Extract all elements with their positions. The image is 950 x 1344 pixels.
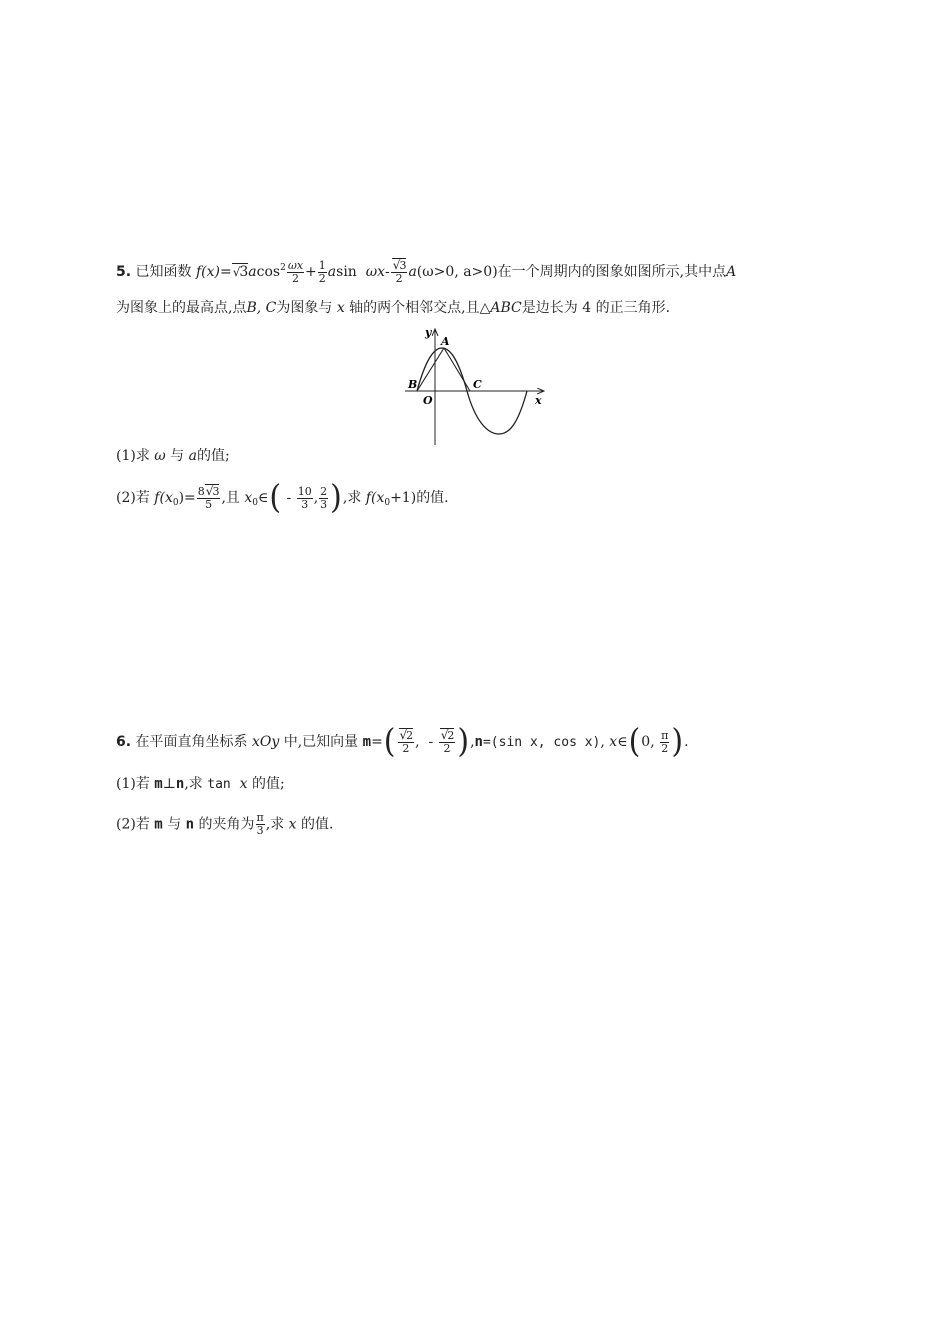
q5-line2d: 是边长为 4 的正三角形. — [521, 300, 671, 316]
q6-frac-pi — [660, 730, 669, 755]
q6-neg: - — [428, 734, 434, 750]
q6-sub2-x: x — [288, 816, 297, 833]
q5-line2c: 轴的两个相邻交点,且△ — [349, 300, 491, 316]
q5-sub2-plus1: +1) — [390, 490, 417, 506]
q6-sub2-m: m — [154, 816, 163, 833]
q6-comma: , — [415, 734, 420, 750]
q6-eq: = — [371, 734, 383, 750]
q6-sep: , — [470, 734, 475, 750]
q5-sub2-frac — [197, 485, 221, 511]
q5-fx: f(x) — [195, 264, 220, 280]
q6-sub2-frac-num: π — [256, 811, 264, 824]
q5-frac-sqrt3-den: 2 — [395, 272, 403, 285]
q6-rparen: ) — [457, 722, 470, 761]
q6-frac-b-den: 2 — [443, 742, 451, 755]
q6-rparen2: ) — [671, 722, 684, 761]
q6-frac-pi-num: π — [661, 728, 669, 742]
q6-xoy: xOy — [251, 734, 280, 750]
q6-sub2-end: 的值. — [301, 816, 334, 833]
q6-perp: ⊥ — [162, 776, 176, 792]
q5-sub2-rparen: ) — [330, 478, 342, 517]
q6-sub2-frac-den: 3 — [256, 824, 264, 837]
q6-line-1 — [116, 722, 689, 761]
q6-sub1-ask: ,求 — [184, 776, 203, 792]
q6-lparen2: ( — [628, 722, 641, 761]
q5-sub2-den: 5 — [205, 498, 213, 511]
q5-a-cos: a — [248, 264, 257, 280]
point-c-label: C — [473, 378, 482, 391]
q5-sq: 2 — [280, 263, 286, 273]
q5-line2-text: 为图象上的最高点,点 — [116, 300, 247, 316]
q6-zero: 0, — [641, 734, 655, 750]
q6-sub2-with: 与 — [167, 816, 182, 833]
q6-intro: 在平面直角坐标系 — [135, 734, 248, 750]
q5-sub2-f: f(x — [365, 490, 385, 506]
q5-sub1-a: a — [188, 448, 197, 464]
q5-sub2-x0: x — [244, 490, 253, 506]
q5-plus: + — [305, 264, 317, 280]
q5-sub2-x0-sub: 0 — [172, 498, 179, 508]
q6-in: ∈ — [617, 734, 628, 750]
q5-cos: cos — [256, 264, 281, 280]
q5-sub2-fx0: f(x — [154, 490, 173, 506]
q5-tail-a: a — [408, 264, 417, 280]
q5-xvar: x — [336, 300, 345, 316]
q6-sub2-n: n — [185, 816, 195, 833]
q6-frac-a — [398, 729, 415, 755]
q5-frac-sqrt3-num: √ 3 — [392, 258, 407, 272]
q5-sub2-f1-den: 3 — [301, 497, 309, 511]
q6-frac-a-den: 2 — [402, 742, 410, 755]
q6-frac-a-num: √ 2 — [399, 728, 414, 742]
q6-frac-b — [439, 729, 456, 755]
q5-sub2-f2-num: 2 — [320, 484, 328, 498]
q5-sub2-f2-den: 3 — [320, 497, 328, 511]
q6-tan: tan — [207, 777, 231, 792]
q5-sub2-comma: , — [313, 490, 319, 506]
q6-lparen: ( — [383, 722, 396, 761]
q6-sub2-angle: 的夹角为 — [198, 816, 255, 833]
q6-sub1-x: x — [239, 776, 248, 792]
q6-sub1-end: 的值; — [252, 776, 285, 792]
q5-sub2-lparen: ( — [269, 478, 282, 517]
q5-cond: (ω>0, a>0) — [416, 264, 498, 280]
q5-frac-half-num: 1 — [318, 258, 326, 272]
point-b-label: B — [408, 378, 418, 391]
q5-sub1-and: 与 — [170, 448, 185, 464]
q6-n: n — [474, 734, 483, 750]
q5-sub2-frac2 — [319, 486, 328, 511]
q5-sub2-close: ) — [178, 490, 185, 506]
q5-sub2-x0-sub2: 0 — [252, 498, 258, 508]
q5-sub2-end: 的值. — [416, 490, 449, 506]
q5-sub2-label: (2)若 — [116, 490, 150, 506]
q5-point-a: A — [726, 264, 737, 280]
q6-mid: 中,已知向量 — [283, 734, 359, 750]
q5-sin: sin — [336, 264, 357, 280]
q5-line2b: 为图象与 — [276, 300, 333, 316]
q5-sub2-eq: = — [184, 490, 196, 506]
q5-frac-half — [318, 260, 327, 285]
q5-sub-2 — [116, 478, 449, 517]
q6-sep2: , — [600, 734, 605, 750]
q6-sub2-frac — [256, 812, 265, 837]
q5-sqrt3: √ 3 — [232, 263, 249, 280]
x-label: x — [535, 394, 542, 407]
q6-n-val: =(sin x, cos x) — [482, 735, 601, 750]
q5-line-1 — [116, 258, 736, 285]
q5-sub2-frac1 — [297, 486, 313, 511]
q6-dot: . — [684, 734, 689, 750]
q5-sub2-ask: ,求 — [342, 490, 362, 506]
q6-m: m — [362, 734, 372, 750]
q6-number: 6. — [116, 734, 132, 750]
q5-omega-x2: ωx — [365, 264, 386, 280]
q6-sub1-m: m — [154, 776, 163, 792]
q5-frac-omega-num: ωx — [287, 258, 304, 272]
q5-number: 5. — [116, 264, 132, 280]
triangle-side-ba — [417, 348, 444, 391]
q5-sub2-f1-num: 10 — [297, 484, 312, 498]
q5-line-2 — [116, 298, 670, 318]
q5-sub2-num-coef: 8 — [197, 485, 205, 498]
q5-eq: = — [219, 264, 232, 280]
q5-frac-sqrt3 — [391, 259, 408, 285]
q5-text1: 在一个周期内的图象如图所示,其中点 — [497, 264, 727, 280]
q5-bc: B, C — [246, 300, 277, 316]
q5-sub2-neg: - — [286, 490, 292, 506]
q5-abc: ABC — [490, 300, 522, 316]
q5-minus: - — [385, 264, 390, 280]
q5-sub1-end: 的值; — [196, 448, 230, 464]
triangle-side-ac — [444, 348, 470, 391]
q6-sub1-label: (1)若 — [116, 776, 150, 792]
q5-intro: 已知函数 — [135, 264, 192, 280]
q6-sub-1 — [116, 774, 285, 795]
q5-sub1-omega: ω — [154, 448, 166, 464]
q5-frac-omega-den: 2 — [291, 271, 299, 285]
q5-sub2-num-sqrt: √ 3 — [205, 484, 220, 498]
q5-sub2-x0-sub3: 0 — [384, 498, 391, 508]
q5-sub2-mid: ,且 — [221, 490, 240, 506]
q5-frac-omega — [287, 260, 304, 285]
q5-sub1-label: (1)求 — [116, 448, 150, 464]
q6-sub-2 — [116, 812, 333, 837]
origin-label: O — [423, 394, 433, 407]
q5-sub-1 — [116, 446, 230, 466]
q6-sub2-ask: ,求 — [265, 816, 285, 833]
y-label: y — [425, 326, 432, 339]
q6-frac-pi-den: 2 — [661, 741, 669, 755]
sine-graph — [395, 322, 555, 447]
q6-sub1-n: n — [175, 776, 185, 792]
point-a-label: A — [441, 335, 450, 348]
q6-sub2-label: (2)若 — [116, 816, 150, 833]
q6-x: x — [609, 734, 618, 750]
q5-frac-half-den: 2 — [318, 271, 326, 285]
q6-frac-b-num: √ 2 — [440, 728, 455, 742]
q5-sub2-in: ∈ — [257, 490, 269, 506]
q5-a-sin: a — [327, 264, 337, 280]
